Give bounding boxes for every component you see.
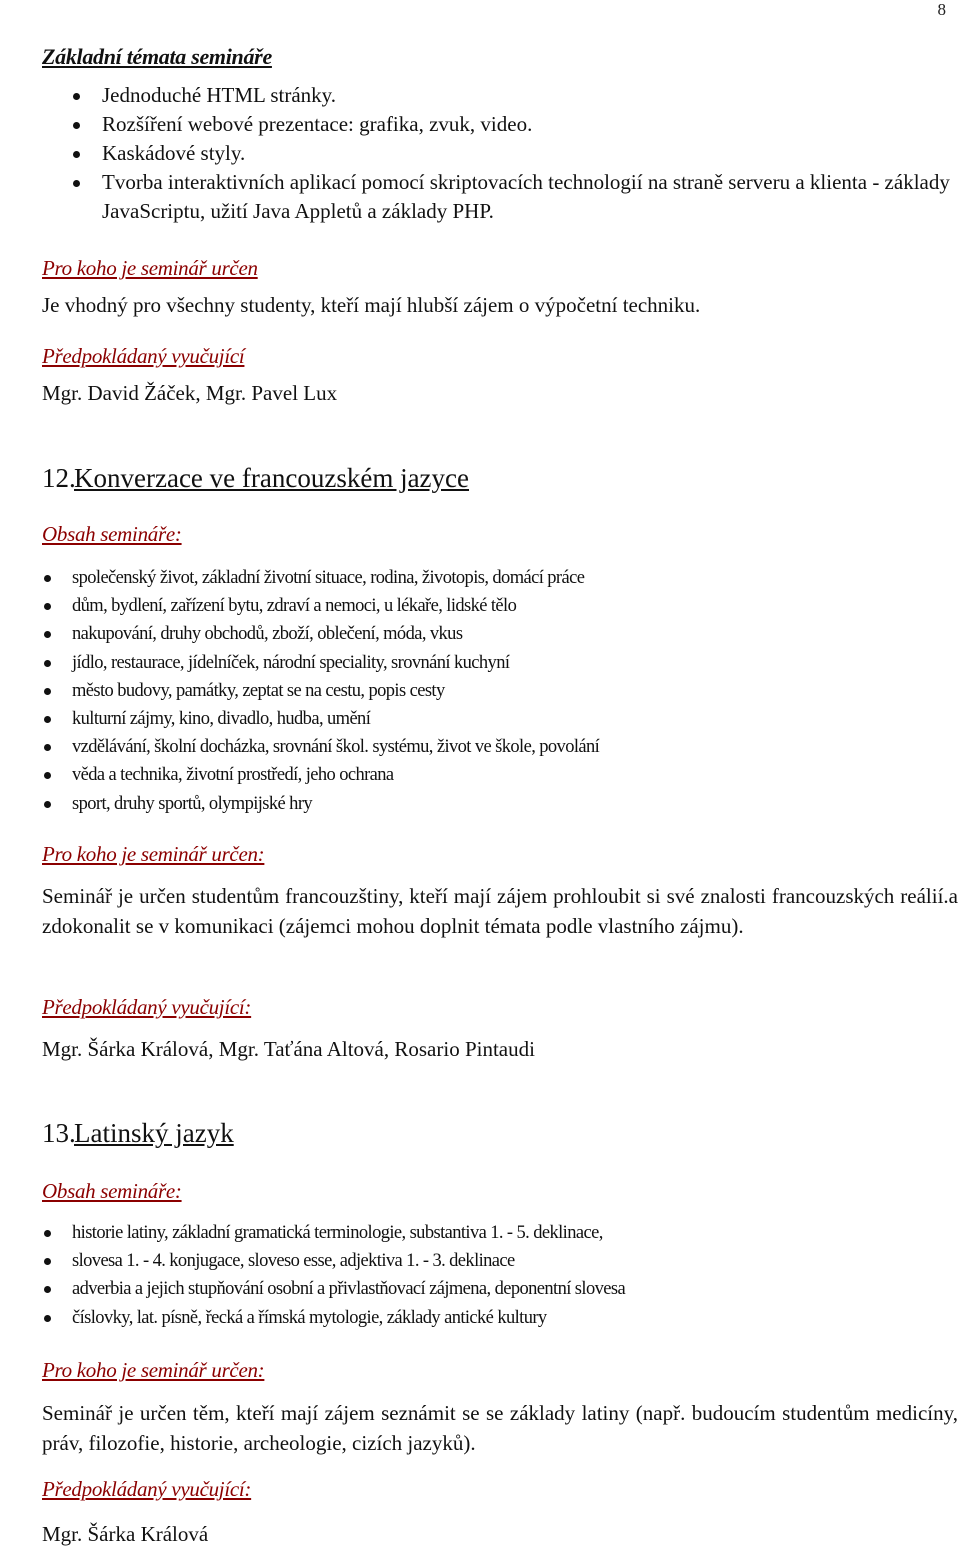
content-list — [0, 1219, 932, 1332]
list-item: adverbia a jejich stupňování osobní a přivlastňovací zájmena, deponentní slovesa — [0, 1275, 932, 1303]
bullet-icon — [44, 1315, 51, 1322]
bullet-icon — [44, 1230, 51, 1237]
bullet-icon — [44, 660, 51, 667]
bullet-icon — [44, 744, 51, 751]
content-list — [0, 564, 932, 818]
list-item: společenský život, základní životní situace, rodina, životopis, domácí práce — [0, 564, 932, 592]
bullet-icon — [44, 772, 51, 779]
audience-text: Seminář je určen těm, kteří mají zájem seznámit se se základy latiny (např. budoucím studentům medicíny, práv, filozofie, historie, archeologie, cizích jazyků). — [42, 1401, 958, 1455]
teacher-heading: Předpokládaný vyučující — [42, 344, 245, 368]
bullet-icon — [73, 122, 80, 129]
bullet-icon — [44, 1258, 51, 1265]
teacher-text: Mgr. David Žáček, Mgr. Pavel Lux — [42, 381, 338, 405]
section-title-text: Latinský jazyk — [74, 1118, 234, 1148]
audience-heading: Pro koho je seminář určen: — [42, 842, 265, 866]
audience-heading: Pro koho je seminář určen: — [42, 1358, 265, 1382]
teacher-text: Mgr. Šárka Králová, Mgr. Taťána Altová, Rosario Pintaudi — [42, 1037, 535, 1061]
list-item: číslovky, lat. písně, řecká a římská mytologie, základy antické kultury — [0, 1304, 932, 1332]
teacher-heading: Předpokládaný vyučující: — [42, 1477, 252, 1501]
section-title-text: Konverzace ve francouzském jazyce — [74, 463, 470, 493]
bullet-icon — [44, 575, 51, 582]
bullet-icon — [73, 180, 80, 187]
content-heading: Obsah semináře: — [42, 522, 182, 546]
teacher-text: Mgr. Šárka Králová — [42, 1522, 209, 1546]
section-number: 13. — [42, 1118, 76, 1148]
bullet-icon — [44, 801, 51, 808]
list-item: Jednoduché HTML stránky. — [0, 81, 960, 110]
bullet-icon — [44, 688, 51, 695]
list-item: město budovy, památky, zeptat se na cestu, popis cesty — [0, 677, 932, 705]
list-item: vzdělávání, školní docházka, srovnání škol. systému, život ve škole, povolání — [0, 733, 932, 761]
content-heading: Obsah semináře: — [42, 1179, 182, 1203]
list-item: historie latiny, základní gramatická terminologie, substantiva 1. - 5. deklinace, — [0, 1219, 932, 1247]
bullet-icon — [44, 631, 51, 638]
list-item: sport, druhy sportů, olympijské hry — [0, 790, 932, 818]
audience-text: Je vhodný pro všechny studenty, kteří mají hlubší zájem o výpočetní techniku. — [42, 293, 701, 317]
section-title-13 — [42, 1118, 234, 1149]
audience-heading: Pro koho je seminář určen — [42, 256, 258, 280]
list-item: kulturní zájmy, kino, divadlo, hudba, umění — [0, 705, 932, 733]
bullet-icon — [73, 93, 80, 100]
bullet-icon — [44, 716, 51, 723]
list-item: jídlo, restaurace, jídelníček, národní speciality, srovnání kuchyní — [0, 649, 932, 677]
teacher-heading: Předpokládaný vyučující: — [42, 995, 252, 1019]
audience-text: Seminář je určen studentům francouzštiny, kteří mají zájem prohloubit si své znalosti francouzských reálií.a zdokonalit se v komunikaci (zájemci mohou doplnit témata podle vlastního zájmu). — [42, 884, 958, 938]
list-item: věda a technika, životní prostředí, jeho ochrana — [0, 761, 932, 789]
list-item: dům, bydlení, zařízení bytu, zdraví a nemoci, u lékaře, lidské tělo — [0, 592, 932, 620]
bullet-icon — [44, 603, 51, 610]
bullet-icon — [44, 1286, 51, 1293]
list-item: Tvorba interaktivních aplikací pomocí skriptovacích technologií na straně serveru a klienta - základy JavaScriptu, užití Java Appletů a základy PHP. — [0, 168, 960, 226]
topics-list — [0, 81, 960, 226]
list-item: Kaskádové styly. — [0, 139, 960, 168]
list-item: Rozšíření webové prezentace: grafika, zvuk, video. — [0, 110, 960, 139]
section-number: 12. — [42, 463, 76, 493]
topics-heading: Základní témata semináře — [42, 44, 272, 69]
list-item: slovesa 1. - 4. konjugace, sloveso esse, adjektiva 1. - 3. deklinace — [0, 1247, 932, 1275]
list-item: nakupování, druhy obchodů, zboží, oblečení, móda, vkus — [0, 620, 932, 648]
page-number: 8 — [937, 0, 946, 19]
bullet-icon — [73, 151, 80, 158]
section-title-12 — [42, 463, 469, 494]
